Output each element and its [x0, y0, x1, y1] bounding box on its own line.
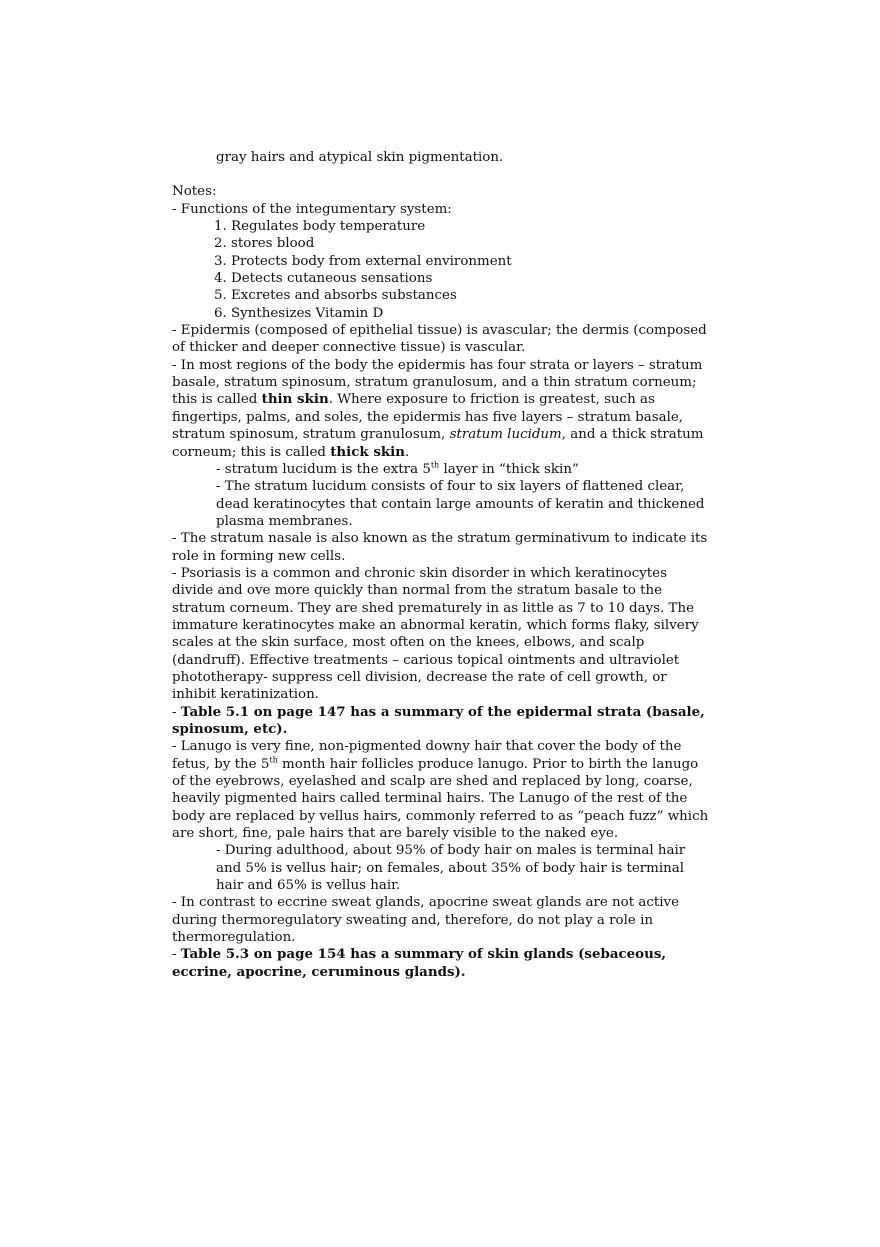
psoriasis-note: - Psoriasis is a common and chronic skin disorder in which keratinocytes divide and ove more quickly than normal from the stratum basale to the stratum corneum. They are shed prematurely in as little as 7 to 10 days. The immature keratinocytes make an abnormal keratin, which forms flaky, silvery scales at the skin surface, most often on the knees, elbows, and scalp (dandruff). Effective treatments – carious topical ointments and ultraviolet phototherapy- suppress cell division, decrease the rate of cell growth, or inhibit keratinization. — [172, 565, 699, 703]
functions-list — [172, 218, 712, 322]
table-5-1-dash: - — [172, 704, 181, 720]
lucidum-sub1-sup: th — [430, 460, 440, 470]
list-item: 6. Synthesizes Vitamin D — [231, 305, 712, 322]
lanugo-post: month hair follicles produce lanugo. Prior to birth the lanugo of the eyebrows, eyelashed and scalp are shed and replaced by long, coarse, heavily pigmented hairs called terminal hairs. The Lanugo of the rest of the body are replaced by vellus hairs, commonly referred to as “peach fuzz” which are short, fine, pale hairs that are barely visible to the naked eye. — [172, 756, 709, 842]
strata-text-3: , and a thick stratum corneum; this is called — [172, 427, 704, 460]
list-item: 4. Detects cutaneous sensations — [231, 270, 712, 287]
table-5-3-dash: - — [172, 947, 181, 963]
table-5-1-note — [172, 704, 712, 739]
lucidum-subnote-1 — [172, 461, 712, 478]
adulthood-subnote: - During adulthood, about 95% of body hair on males is terminal hair and 5% is vellus hair; on females, about 35% of body hair is terminal hair and 65% is vellus hair. — [216, 843, 686, 894]
lanugo-note — [172, 738, 712, 842]
stratum-lucidum-term: stratum lucidum — [449, 427, 562, 443]
strata-text-4: . — [404, 444, 410, 460]
document-page — [172, 149, 712, 981]
list-item: 1. Regulates body temperature — [231, 218, 712, 235]
strata-text-1: - In most regions of the body the epidermis has four strata or layers – stratum basale, stratum spinosum, stratum granulosum, and a thin stratum corneum; this is called — [172, 357, 703, 408]
blank-line — [172, 166, 712, 183]
thin-skin-term: thin skin — [261, 391, 329, 408]
epidermis-note: - Epidermis (composed of epithelial tissue) is avascular; the dermis (composed of thicker and deeper connective tissue) is vascular. — [172, 323, 707, 356]
thick-skin-term: thick skin — [330, 443, 405, 460]
apocrine-note: - In contrast to eccrine sweat glands, apocrine sweat glands are not active during thermoregulatory sweating and, therefore, do not play a role in thermoregulation. — [172, 895, 679, 946]
strata-text-2: . Where exposure to friction is greatest, such as fingertips, palms, and soles, the epidermis has five layers – stratum basale, stratum spinosum, stratum granulosum, — [172, 392, 684, 443]
table-5-3-note — [172, 946, 712, 981]
list-item: 3. Protects body from external environment — [231, 253, 712, 270]
list-item: 2. stores blood — [231, 235, 712, 252]
nasale-note: - The stratum nasale is also known as the stratum germinativum to indicate its role in forming new cells. — [172, 531, 708, 564]
list-item: 5. Excretes and absorbs substances — [231, 287, 712, 304]
table-5-3-text: Table 5.3 on page 154 has a summary of skin glands (sebaceous, eccrine, apocrine, ceruminous glands). — [172, 946, 667, 980]
strata-note — [172, 357, 712, 461]
lucidum-subnote-2: - The stratum lucidum consists of four to six layers of flattened clear, dead keratinocytes that contain large amounts of keratin and thickened plasma membranes. — [216, 479, 705, 529]
lucidum-sub1-post: layer in “thick skin” — [439, 461, 579, 477]
table-5-1-text: Table 5.1 on page 147 has a summary of the epidermal strata (basale, spinosum, etc). — [172, 703, 705, 737]
functions-intro: - Functions of the integumentary system: — [172, 201, 452, 217]
lanugo-sup: th — [269, 755, 278, 765]
continuation-text: gray hairs and atypical skin pigmentation. — [216, 150, 504, 165]
lucidum-sub1-pre: - stratum lucidum is the extra 5 — [216, 461, 431, 477]
lanugo-pre: - Lanugo is very fine, non-pigmented downy hair that cover the body of the fetus, by the 5 — [172, 739, 682, 772]
notes-heading: Notes: — [172, 184, 217, 200]
